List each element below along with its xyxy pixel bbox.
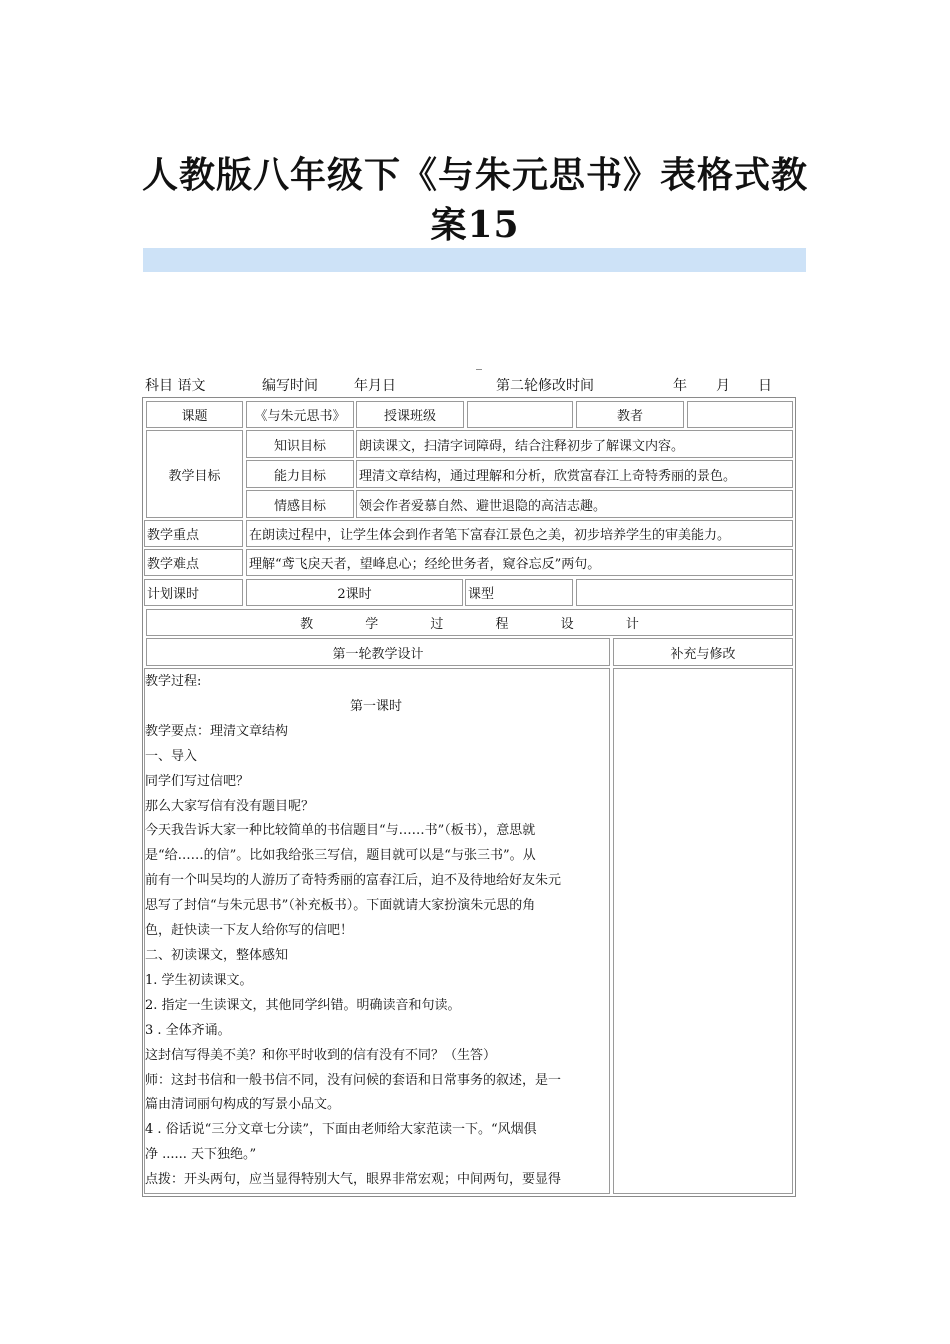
teacher-value <box>687 401 793 428</box>
type-value <box>576 579 793 606</box>
body-line: 色，赶快读一下友人给你写的信吧！ <box>145 923 354 939</box>
body-line: 3 . 全体齐诵。 <box>145 1022 231 1038</box>
hours-value: 2课时 <box>246 579 463 606</box>
key-label: 教学重点 <box>144 520 243 547</box>
supplement-header: 补充与修改 <box>613 638 793 666</box>
class-value <box>467 401 573 428</box>
meta-revise-time: 第二轮修改时间 <box>496 378 594 394</box>
meta-year: 年 <box>673 378 687 394</box>
knowledge-value: 朗读课文，扫清字词障碍，结合注释初步了解课文内容。 <box>356 430 793 458</box>
title-line-1: 人教版八年级下《与朱元思书》表格式教 <box>141 154 808 196</box>
meta-subject: 科目 语文 <box>145 378 206 394</box>
meta-month: 月 <box>716 378 730 394</box>
body-line: 今天我告诉大家一种比较简单的书信题目“与……书”（板书），意思就 <box>145 823 536 839</box>
body-line: 篇由清词丽句构成的写景小品文。 <box>145 1097 341 1113</box>
hours-label: 计划课时 <box>144 579 243 606</box>
body-line: 二、初读课文，整体感知 <box>145 947 289 963</box>
type-label: 课型 <box>465 579 573 606</box>
body-line: 教学过程: <box>145 674 202 689</box>
title-line-2: 案15 <box>430 204 520 246</box>
meta-ymd: 年月日 <box>354 378 396 394</box>
process-design-header: 教 学 过 程 设 计 <box>146 609 793 636</box>
body-line: 前有一个叫吴均的人游历了奇特秀丽的富春江后，迫不及待地给好友朱元 <box>145 873 562 889</box>
body-line: 师：这封书信和一般书信不同，没有问候的套语和日常事务的叙述，是一 <box>145 1072 562 1088</box>
body-line: 4 . 俗话说“三分文章七分读”，下面由老师给大家范读一下。“风烟俱 <box>145 1122 537 1138</box>
key-value: 在朗读过程中，让学生体会到作者笔下富春江景色之美，初步培养学生的审美能力。 <box>246 520 793 547</box>
body-line: 2. 指定一生读课文，其他同学纠错。明确读音和句读。 <box>145 997 461 1013</box>
lesson-process-text <box>145 670 607 1193</box>
body-line: 那么大家写信有没有题目呢？ <box>145 798 315 814</box>
body-line: 是“给……的信”。比如我给张三写信，题目就可以是“与张三书”。从 <box>145 848 536 864</box>
difficulty-label: 教学难点 <box>144 549 243 576</box>
document-title <box>100 150 850 250</box>
emotion-label: 情感目标 <box>246 490 354 518</box>
body-line: 1. 学生初读课文。 <box>145 972 253 988</box>
body-line: 教学要点：理清文章结构 <box>145 723 289 739</box>
meta-day: 日 <box>758 378 772 394</box>
dash-mark: _ <box>476 356 482 370</box>
teacher-label: 教者 <box>576 401 684 428</box>
goals-label: 教学目标 <box>146 430 243 518</box>
first-round-header: 第一轮教学设计 <box>146 638 610 666</box>
ability-label: 能力目标 <box>246 460 354 488</box>
body-line: 点拨：开头两句，应当显得特别大气，眼界非常宏观；中间两句，要显得 <box>145 1172 562 1188</box>
topic-value: 《与朱元思书》 <box>246 401 354 428</box>
difficulty-value: 理解“鸢飞戾天者，望峰息心；经纶世务者，窥谷忘反”两句。 <box>246 549 793 576</box>
emotion-value: 领会作者爱慕自然、避世退隐的高洁志趣。 <box>356 490 793 518</box>
class-label: 授课班级 <box>356 401 464 428</box>
body-line: 第一课时 <box>349 698 402 714</box>
title-underline-bar <box>143 248 806 272</box>
meta-write-time: 编写时间 <box>262 378 318 394</box>
body-line: 净 ...... 天下独绝。” <box>145 1147 257 1163</box>
body-line: 一、导入 <box>145 748 198 764</box>
supplement-column <box>613 668 793 1194</box>
topic-label: 课题 <box>146 401 243 428</box>
ability-value: 理清文章结构，通过理解和分析，欣赏富春江上奇特秀丽的景色。 <box>356 460 793 488</box>
body-line: 这封信写得美不美？和你平时收到的信有没有不同？（生答） <box>145 1047 497 1063</box>
knowledge-label: 知识目标 <box>246 430 354 458</box>
body-line: 同学们写过信吧？ <box>145 773 250 789</box>
body-line: 思写了封信“与朱元思书”（补充板书）。下面就请大家扮演朱元思的角 <box>145 898 536 914</box>
